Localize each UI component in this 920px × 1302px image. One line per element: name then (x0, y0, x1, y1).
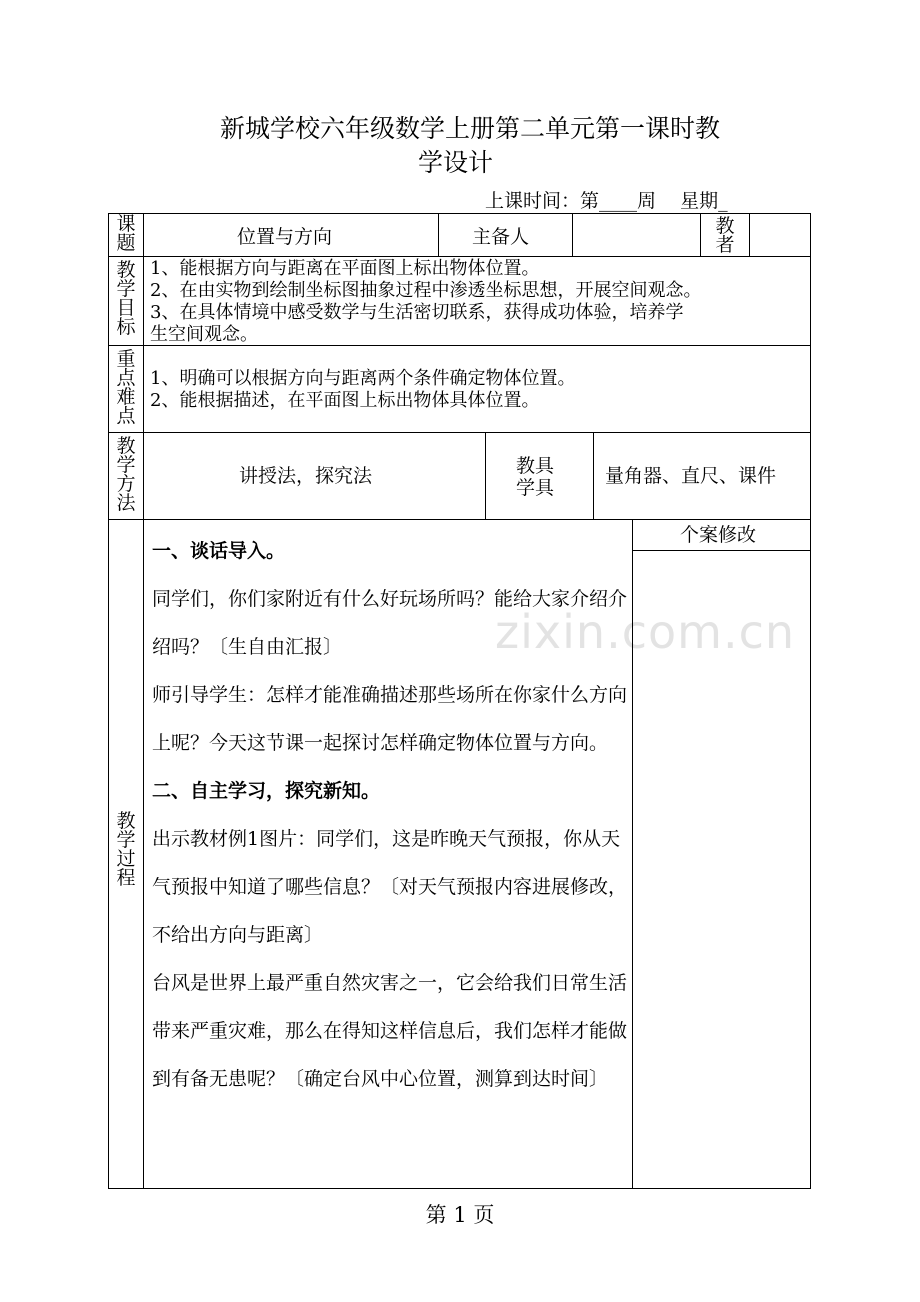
page-number: 第 1 页 (425, 1203, 495, 1227)
teaching-process (152, 527, 627, 1103)
row-divider (108, 432, 811, 433)
section-heading: 一、谈话导入。 (152, 540, 286, 562)
cell-divider (632, 519, 633, 1189)
cell-divider (700, 213, 701, 256)
cell-divider (438, 213, 439, 256)
tools-label: 教具学具 (516, 455, 555, 499)
cell-divider (593, 432, 594, 519)
revision-header: 个案修改 (680, 524, 757, 546)
teaching-goals (150, 258, 810, 346)
key-point-line: 1、明确可以根据方向与距离两个条件确定物体位置。 (150, 368, 576, 389)
topic-value: 位置与方向 (237, 226, 333, 248)
teaching-method: 讲授法，探究法 (239, 465, 373, 487)
paragraph: 师引导学生：怎样才能准确描述那些场所在你家什么方向上呢？今天这节课一起探讨怎样确定物体位置与方向。 (152, 684, 628, 754)
goal-line: 1、能根据方向与距离在平面图上标出物体位置。 (150, 258, 540, 279)
class-schedule: 上课时间：第____周 星期_ (485, 190, 728, 212)
goal-line: 生空间观念。 (150, 324, 258, 345)
process-label: 教学过程 (116, 810, 136, 889)
paragraph: 同学们，你们家附近有什么好玩场所吗？能给大家介绍介绍吗？〔生自由汇报〕 (152, 588, 628, 658)
row-divider (108, 519, 811, 520)
goal-line: 3、在具体情境中感受数学与生活密切联系，获得成功体验，培养学 (150, 302, 684, 323)
key-points (150, 368, 750, 412)
watermark: zixin.com.cn (495, 605, 796, 659)
paragraph: 出示教材例1图片：同学们，这是昨晚天气预报，你从天气预报中知道了哪些信息？〔对天气预报内容进展修改，不给出方向与距离〕 (152, 828, 628, 946)
tools-value: 量角器、直尺、课件 (605, 465, 777, 487)
cell-divider (485, 432, 486, 519)
title-line-2: 学设计 (418, 148, 494, 177)
goal-line: 2、在由实物到绘制坐标图抽象过程中渗透坐标思想，开展空间观念。 (150, 280, 702, 301)
row-divider (108, 256, 811, 257)
title-line-1: 新城学校六年级数学上册第二单元第一课时教 (220, 114, 721, 143)
page-title (200, 112, 800, 180)
key-point-line: 2、能根据描述，在平面图上标出物体具体位置。 (150, 390, 540, 411)
key-points-label: 重点难点 (116, 348, 136, 427)
label-column-divider (143, 213, 144, 1189)
section-heading: 二、自主学习，探究新知。 (152, 780, 381, 802)
cell-divider (572, 213, 573, 256)
methods-label: 教学方法 (116, 435, 136, 514)
teacher-label: 教者 (715, 215, 735, 256)
side-header-divider (632, 550, 811, 551)
cell-divider (749, 213, 750, 256)
goals-label: 教学目标 (116, 259, 136, 338)
paragraph: 台风是世界上最严重自然灾害之一，它会给我们日常生活带来严重灾难，那么在得知这样信息后，我们怎样才能做到有备无患呢？〔确定台风中心位置，测算到达时间〕 (152, 972, 628, 1090)
preparer-label: 主备人 (472, 226, 530, 248)
topic-label: 课题 (116, 213, 136, 254)
